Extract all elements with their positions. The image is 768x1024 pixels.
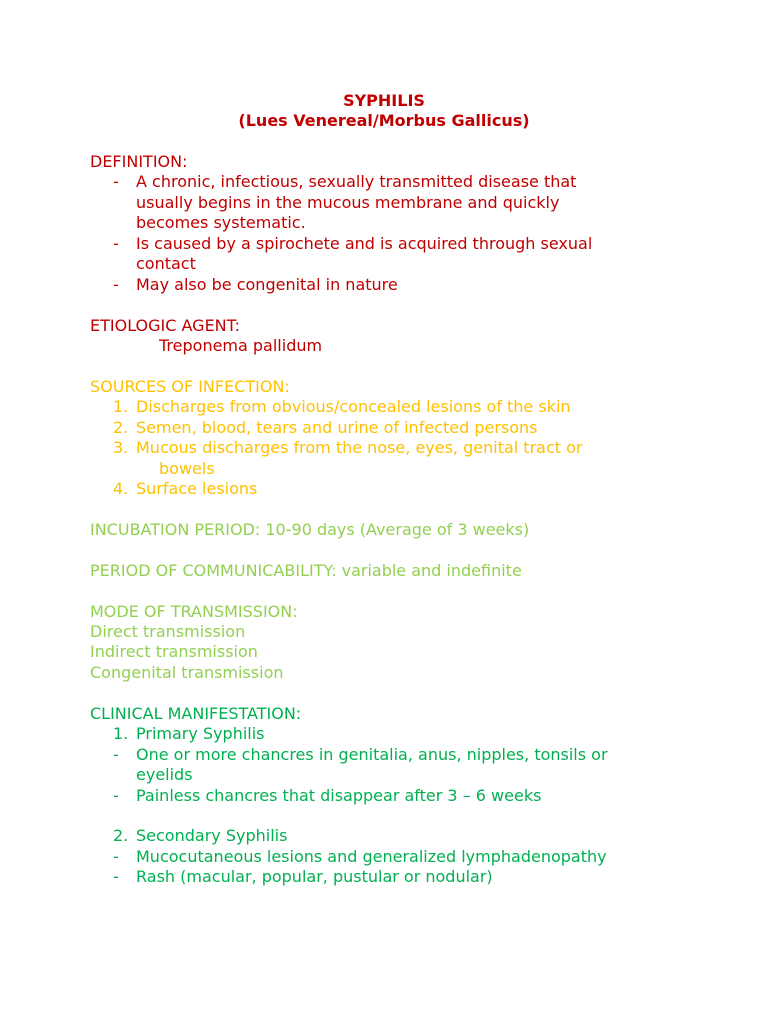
bullet-text: Rash (macular, popular, pustular or nodular): [136, 867, 493, 886]
bullet-text: Is caused by a spirochete and is acquired through sexual: [136, 234, 593, 253]
mode-item: Congenital transmission: [90, 663, 284, 682]
bullet-text: May also be congenital in nature: [136, 275, 398, 294]
item-text: Discharges from obvious/concealed lesions of the skin: [136, 397, 571, 416]
stage-label: Primary Syphilis: [136, 724, 265, 743]
mode-heading: MODE OF TRANSMISSION:: [90, 602, 298, 621]
bullet-text: contact: [136, 254, 196, 273]
bullet-text: becomes systematic.: [136, 213, 306, 232]
etiologic-value: Treponema pallidum: [159, 336, 323, 355]
bullet-text: usually begins in the mucous membrane and quickly: [136, 193, 560, 212]
period-of-communicability: PERIOD OF COMMUNICABILITY: variable and indefinite: [90, 561, 522, 580]
item-number: 2.: [113, 418, 129, 437]
bullet-text: Painless chancres that disappear after 3 – 6 weeks: [136, 786, 542, 805]
bullet-marker: -: [113, 786, 119, 805]
bullet-marker: -: [113, 847, 119, 866]
bullet-text: One or more chancres in genitalia, anus, nipples, tonsils or: [136, 745, 608, 764]
incubation-period: INCUBATION PERIOD: 10-90 days (Average of 3 weeks): [90, 520, 530, 539]
document-title: SYPHILIS: [343, 91, 425, 110]
item-text: Mucous discharges from the nose, eyes, genital tract or: [136, 438, 583, 457]
clinical-heading: CLINICAL MANIFESTATION:: [90, 704, 302, 723]
etiologic-heading: ETIOLOGIC AGENT:: [90, 316, 241, 335]
item-number: 1.: [113, 397, 129, 416]
bullet-text: Mucocutaneous lesions and generalized lymphadenopathy: [136, 847, 607, 866]
bullet-marker: -: [113, 172, 119, 191]
mode-item: Direct transmission: [90, 622, 246, 641]
bullet-text: eyelids: [136, 765, 193, 784]
bullet-text: A chronic, infectious, sexually transmitted disease that: [136, 172, 577, 191]
sources-heading: SOURCES OF INFECTION:: [90, 377, 290, 396]
definition-heading: DEFINITION:: [90, 152, 188, 171]
item-number: 3.: [113, 438, 129, 457]
item-text: Semen, blood, tears and urine of infected persons: [136, 418, 538, 437]
item-number: 1.: [113, 724, 129, 743]
bullet-marker: -: [113, 275, 119, 294]
bullet-marker: -: [113, 867, 119, 886]
item-text: Surface lesions: [136, 479, 258, 498]
item-text: bowels: [159, 459, 215, 478]
document-subtitle: (Lues Venereal/Morbus Gallicus): [238, 111, 530, 130]
item-number: 2.: [113, 826, 129, 845]
stage-label: Secondary Syphilis: [136, 826, 288, 845]
bullet-marker: -: [113, 234, 119, 253]
bullet-marker: -: [113, 745, 119, 764]
mode-item: Indirect transmission: [90, 642, 258, 661]
item-number: 4.: [113, 479, 129, 498]
